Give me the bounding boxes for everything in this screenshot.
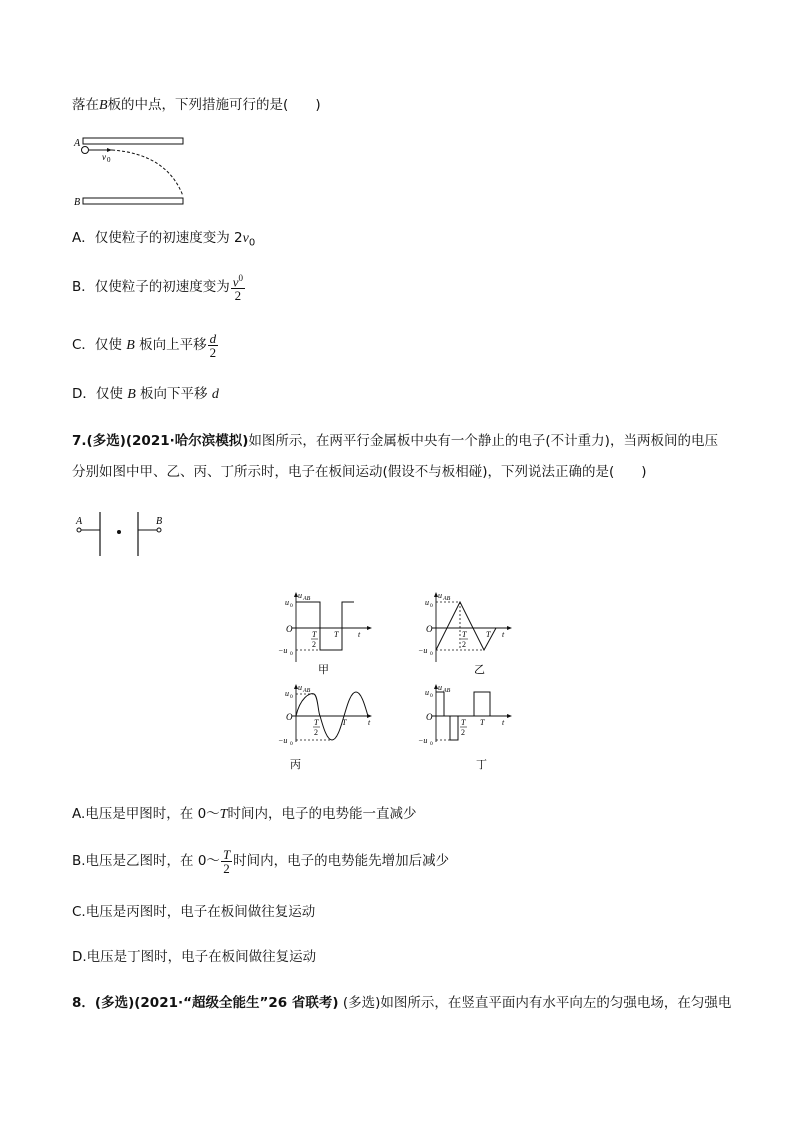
svg-text:T: T [462, 630, 467, 639]
svg-text:−u: −u [278, 736, 288, 745]
q8-tag: (多选)(2021·“超级全能生”26 省联考) [94, 995, 339, 1011]
svg-text:T: T [314, 718, 319, 727]
svg-text:O: O [426, 712, 433, 722]
caption-bing: 丙 [290, 758, 301, 771]
svg-text:u: u [298, 591, 302, 600]
svg-text:T: T [461, 718, 466, 727]
svg-text:−u: −u [418, 646, 428, 655]
velocity-sub: 0 [107, 156, 111, 164]
svg-text:u: u [285, 598, 289, 607]
svg-text:−u: −u [278, 646, 288, 655]
q6-intro: 落在B板的中点，下列措施可行的是( ) [72, 97, 321, 113]
graph-ding [418, 682, 524, 772]
svg-text:t: t [502, 718, 505, 727]
svg-text:0: 0 [290, 741, 293, 747]
svg-text:2: 2 [462, 640, 466, 649]
q6-intro-b: B [99, 98, 108, 113]
svg-text:T: T [334, 630, 339, 639]
plate-a-label: A [74, 138, 81, 149]
svg-text:T: T [342, 718, 347, 727]
q7-text-line1: 7.(多选)(2021·哈尔滨模拟)如图所示，在两平行金属板中央有一个静止的电子(不计重力)，当两板间的电压 [72, 433, 718, 449]
q6-option-d: D．仅使 B 板向下平移 d [72, 386, 219, 402]
q7-plate-a-label: A [76, 516, 83, 527]
q7-option-c: C.电压是丙图时，电子在板间做往复运动 [72, 904, 316, 920]
svg-text:AB: AB [443, 596, 451, 602]
q7-option-a: A.电压是甲图时，在 0～T时间内，电子的电势能一直减少 [72, 806, 417, 822]
velocity-label: v [102, 152, 106, 162]
q7-plates-figure [72, 510, 172, 558]
svg-text:2: 2 [312, 640, 316, 649]
graph-jia [278, 588, 384, 678]
svg-text:u: u [438, 591, 442, 600]
fraction-v0-over-2: $\frac{v^0}{2}$ [232, 273, 244, 304]
q7-plate-b-label: B [156, 516, 163, 527]
q7-option-b: B.电压是乙图时，在 0～ $\frac{T}{2}$ 时间内，电子的电势能先增加后减少 [72, 846, 450, 876]
caption-yi: 乙 [474, 663, 485, 676]
svg-text:u: u [438, 683, 442, 692]
svg-text:0: 0 [290, 603, 293, 609]
svg-text:0: 0 [290, 694, 293, 700]
plate-b-label: B [74, 197, 81, 208]
svg-text:0: 0 [290, 651, 293, 657]
svg-text:−u: −u [418, 736, 428, 745]
svg-text:AB: AB [303, 688, 311, 694]
svg-text:t: t [358, 630, 361, 639]
svg-text:2: 2 [461, 728, 465, 737]
svg-text:O: O [426, 624, 433, 634]
svg-text:0: 0 [430, 651, 433, 657]
svg-text:u: u [425, 598, 429, 607]
svg-text:2: 2 [314, 728, 318, 737]
graph-bing [278, 682, 384, 772]
caption-ding: 丁 [476, 758, 487, 771]
svg-text:0: 0 [430, 693, 433, 699]
q7-option-d: D.电压是丁图时，电子在板间做往复运动 [72, 949, 317, 965]
q6-plates-figure [72, 132, 192, 210]
q8-text: 8．(多选)(2021·“超级全能生”26 省联考) (多选)如图所示，在竖直平面内有水平向左的匀强电场，在匀强电 [72, 995, 732, 1011]
graph-yi [418, 588, 524, 678]
svg-text:u: u [285, 689, 289, 698]
q6-option-b: B．仅使粒子的初速度变为 $\frac{v^0}{2}$ [72, 273, 244, 304]
svg-text:T: T [480, 718, 485, 727]
q6-option-c: C．仅使 B 板向上平移 $\frac{d}{2}$ [72, 330, 217, 360]
caption-jia: 甲 [318, 663, 329, 676]
svg-text:AB: AB [443, 688, 451, 694]
svg-text:0: 0 [430, 741, 433, 747]
fraction-d-over-2: $\frac{d}{2}$ [209, 330, 217, 360]
electron-dot [117, 530, 121, 534]
q7-text-line2: 分别如图中甲、乙、丙、丁所示时，电子在板间运动(假设不与板相碰)，下列说法正确的是( ) [72, 464, 647, 480]
q6-option-a: A．仅使粒子的初速度变为 $2v_0$ [72, 230, 256, 249]
svg-text:T: T [486, 630, 491, 639]
svg-text:t: t [502, 630, 505, 639]
svg-text:T: T [312, 630, 317, 639]
svg-text:u: u [425, 688, 429, 697]
fraction-t-over-2: $\frac{T}{2}$ [222, 846, 231, 876]
svg-text:t: t [368, 718, 371, 727]
svg-text:AB: AB [303, 596, 311, 602]
svg-text:0: 0 [430, 603, 433, 609]
svg-text:u: u [298, 683, 302, 692]
svg-text:O: O [286, 624, 293, 634]
q7-tag: 7.(多选)(2021·哈尔滨模拟) [72, 433, 249, 449]
svg-text:O: O [286, 712, 293, 722]
